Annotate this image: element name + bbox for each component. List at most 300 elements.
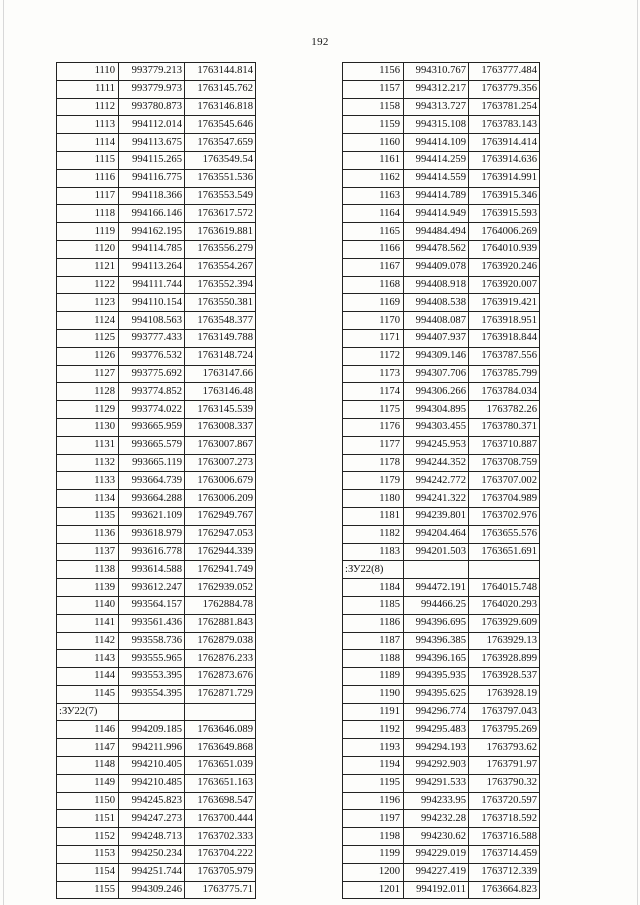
x-coordinate-cell: 994250.234 xyxy=(119,846,185,864)
y-coordinate-cell: 1763918.951 xyxy=(469,312,540,330)
table-row xyxy=(343,294,540,312)
y-coordinate-cell: 1763646.089 xyxy=(185,721,256,739)
y-coordinate-cell: 1762947.053 xyxy=(185,525,256,543)
y-coordinate-cell: 1763707.002 xyxy=(469,472,540,490)
point-number-cell: 1127 xyxy=(57,365,119,383)
table-row xyxy=(343,240,540,258)
x-coordinate-cell: 994210.485 xyxy=(119,774,185,792)
y-coordinate-cell: 1764010.939 xyxy=(469,240,540,258)
x-coordinate-cell: 994309.246 xyxy=(119,881,185,899)
table-row xyxy=(57,134,256,152)
x-coordinate-cell: 993664.739 xyxy=(119,472,185,490)
point-number-cell: 1153 xyxy=(57,846,119,864)
table-row xyxy=(57,507,256,525)
point-number-cell: 1154 xyxy=(57,863,119,881)
x-coordinate-cell: 994211.996 xyxy=(119,739,185,757)
x-coordinate-cell: 994310.767 xyxy=(404,63,469,81)
point-number-cell: 1114 xyxy=(57,134,119,152)
table-row xyxy=(343,507,540,525)
table-row xyxy=(57,187,256,205)
x-coordinate-cell: 994245.823 xyxy=(119,792,185,810)
table-row xyxy=(343,703,540,721)
point-number-cell: 1148 xyxy=(57,757,119,775)
y-coordinate-cell: 1763007.867 xyxy=(185,436,256,454)
table-row xyxy=(57,294,256,312)
y-coordinate-cell: 1763797.043 xyxy=(469,703,540,721)
table-row xyxy=(343,863,540,881)
x-coordinate-cell: 993561.436 xyxy=(119,614,185,632)
point-number-cell: 1192 xyxy=(343,721,404,739)
table-row xyxy=(57,276,256,294)
table-row xyxy=(343,739,540,757)
y-coordinate-cell: 1763782.26 xyxy=(469,401,540,419)
point-number-cell: 1137 xyxy=(57,543,119,561)
x-coordinate-cell: 993612.247 xyxy=(119,579,185,597)
table-row xyxy=(57,80,256,98)
x-coordinate-cell: 994192.011 xyxy=(404,881,469,899)
table-row xyxy=(57,436,256,454)
point-number-cell: 1118 xyxy=(57,205,119,223)
point-number-cell: 1199 xyxy=(343,846,404,864)
x-coordinate-cell: 993554.395 xyxy=(119,685,185,703)
table-row xyxy=(343,134,540,152)
y-coordinate-cell: 1763651.039 xyxy=(185,757,256,775)
table-row xyxy=(343,223,540,241)
y-coordinate-cell: 1763928.899 xyxy=(469,650,540,668)
table-row xyxy=(343,383,540,401)
y-coordinate-cell: 1763919.421 xyxy=(469,294,540,312)
point-number-cell: 1112 xyxy=(57,98,119,116)
y-coordinate-cell: 1763146.48 xyxy=(185,383,256,401)
x-coordinate-cell: 993665.959 xyxy=(119,418,185,436)
y-coordinate-cell: 1763655.576 xyxy=(469,525,540,543)
y-coordinate-cell: 1763551.536 xyxy=(185,169,256,187)
x-coordinate-cell: 994114.785 xyxy=(119,240,185,258)
y-coordinate-cell: 1763008.337 xyxy=(185,418,256,436)
point-number-cell: 1165 xyxy=(343,223,404,241)
x-coordinate-cell: 994414.789 xyxy=(404,187,469,205)
x-coordinate-cell: 994408.918 xyxy=(404,276,469,294)
point-number-cell: 1136 xyxy=(57,525,119,543)
table-row xyxy=(343,668,540,686)
page-number: 192 xyxy=(311,36,329,48)
point-number-cell: 1188 xyxy=(343,650,404,668)
table-row xyxy=(57,472,256,490)
x-coordinate-cell: 993621.109 xyxy=(119,507,185,525)
y-coordinate-cell: 1763006.679 xyxy=(185,472,256,490)
table-row xyxy=(57,329,256,347)
x-coordinate-cell: 993665.579 xyxy=(119,436,185,454)
y-coordinate-cell: 1763553.549 xyxy=(185,187,256,205)
x-coordinate-cell: 994241.322 xyxy=(404,490,469,508)
x-coordinate-cell: 994309.146 xyxy=(404,347,469,365)
point-number-cell: 1163 xyxy=(343,187,404,205)
x-coordinate-cell: 994248.713 xyxy=(119,828,185,846)
y-coordinate-cell: 1764006.269 xyxy=(469,223,540,241)
y-coordinate-cell: 1763617.572 xyxy=(185,205,256,223)
point-number-cell: 1130 xyxy=(57,418,119,436)
x-coordinate-cell: 994113.675 xyxy=(119,134,185,152)
x-coordinate-cell: 994466.25 xyxy=(404,596,469,614)
point-number-cell: 1186 xyxy=(343,614,404,632)
point-number-cell: 1193 xyxy=(343,739,404,757)
point-number-cell: 1139 xyxy=(57,579,119,597)
x-coordinate-cell: 994307.706 xyxy=(404,365,469,383)
point-number-cell: 1189 xyxy=(343,668,404,686)
x-coordinate-cell: 994396.385 xyxy=(404,632,469,650)
y-coordinate-cell: 1763712.339 xyxy=(469,863,540,881)
table-row xyxy=(343,418,540,436)
y-coordinate-cell: 1763651.691 xyxy=(469,543,540,561)
table-row xyxy=(343,774,540,792)
x-coordinate-cell: 994112.014 xyxy=(119,116,185,134)
x-coordinate-cell: 994115.265 xyxy=(119,151,185,169)
table-row xyxy=(343,792,540,810)
y-coordinate-cell: 1763147.66 xyxy=(185,365,256,383)
x-coordinate-cell: 994306.266 xyxy=(404,383,469,401)
y-coordinate-cell: 1763702.976 xyxy=(469,507,540,525)
x-coordinate-cell: 993614.588 xyxy=(119,561,185,579)
y-coordinate-cell: 1763791.97 xyxy=(469,757,540,775)
point-number-cell: 1110 xyxy=(57,63,119,81)
point-number-cell: 1173 xyxy=(343,365,404,383)
x-coordinate-cell: 993555.965 xyxy=(119,650,185,668)
y-coordinate-cell: 1763928.537 xyxy=(469,668,540,686)
right-table-body xyxy=(343,63,540,899)
y-coordinate-cell: 1763775.71 xyxy=(185,881,256,899)
point-number-cell: 1124 xyxy=(57,312,119,330)
x-coordinate-cell: 993664.288 xyxy=(119,490,185,508)
point-number-cell: 1116 xyxy=(57,169,119,187)
y-coordinate-cell: 1763149.788 xyxy=(185,329,256,347)
table-row xyxy=(343,490,540,508)
x-coordinate-cell: 994312.217 xyxy=(404,80,469,98)
point-number-cell: 1142 xyxy=(57,632,119,650)
x-coordinate-cell: 994408.538 xyxy=(404,294,469,312)
table-row xyxy=(343,685,540,703)
y-coordinate-cell: 1763929.13 xyxy=(469,632,540,650)
section-header-row xyxy=(343,561,540,579)
x-coordinate-cell: 994118.366 xyxy=(119,187,185,205)
y-coordinate-cell: 1763915.346 xyxy=(469,187,540,205)
table-row xyxy=(343,80,540,98)
point-number-cell: 1159 xyxy=(343,116,404,134)
x-coordinate-cell: 994116.775 xyxy=(119,169,185,187)
point-number-cell: 1111 xyxy=(57,80,119,98)
x-coordinate-cell: 994245.953 xyxy=(404,436,469,454)
table-row xyxy=(57,774,256,792)
x-coordinate-cell: 994111.744 xyxy=(119,276,185,294)
point-number-cell: 1132 xyxy=(57,454,119,472)
table-row xyxy=(57,632,256,650)
empty-cell xyxy=(119,703,185,721)
table-row xyxy=(57,828,256,846)
section-label: :ЗУ22(8) xyxy=(343,561,404,579)
y-coordinate-cell: 1762881.843 xyxy=(185,614,256,632)
table-row xyxy=(57,614,256,632)
empty-cell xyxy=(469,561,540,579)
table-row xyxy=(57,63,256,81)
point-number-cell: 1123 xyxy=(57,294,119,312)
y-coordinate-cell: 1763928.19 xyxy=(469,685,540,703)
x-coordinate-cell: 994315.108 xyxy=(404,116,469,134)
point-number-cell: 1191 xyxy=(343,703,404,721)
x-coordinate-cell: 994229.019 xyxy=(404,846,469,864)
table-row xyxy=(343,258,540,276)
table-row xyxy=(343,525,540,543)
table-row xyxy=(343,329,540,347)
point-number-cell: 1158 xyxy=(343,98,404,116)
table-row xyxy=(57,454,256,472)
y-coordinate-cell: 1763651.163 xyxy=(185,774,256,792)
point-number-cell: 1131 xyxy=(57,436,119,454)
table-row xyxy=(343,472,540,490)
x-coordinate-cell: 994210.405 xyxy=(119,757,185,775)
point-number-cell: 1200 xyxy=(343,863,404,881)
y-coordinate-cell: 1763548.377 xyxy=(185,312,256,330)
y-coordinate-cell: 1763918.844 xyxy=(469,329,540,347)
point-number-cell: 1140 xyxy=(57,596,119,614)
x-coordinate-cell: 993777.433 xyxy=(119,329,185,347)
x-coordinate-cell: 994409.078 xyxy=(404,258,469,276)
y-coordinate-cell: 1763145.762 xyxy=(185,80,256,98)
table-row xyxy=(57,312,256,330)
y-coordinate-cell: 1762879.038 xyxy=(185,632,256,650)
y-coordinate-cell: 1763914.414 xyxy=(469,134,540,152)
y-coordinate-cell: 1762873.676 xyxy=(185,668,256,686)
table-row xyxy=(57,579,256,597)
y-coordinate-cell: 1763148.724 xyxy=(185,347,256,365)
x-coordinate-cell: 993665.119 xyxy=(119,454,185,472)
x-coordinate-cell: 994408.087 xyxy=(404,312,469,330)
y-coordinate-cell: 1763145.539 xyxy=(185,401,256,419)
table-row xyxy=(343,810,540,828)
point-number-cell: 1178 xyxy=(343,454,404,472)
table-row xyxy=(57,739,256,757)
table-row xyxy=(343,401,540,419)
table-row xyxy=(343,365,540,383)
point-number-cell: 1201 xyxy=(343,881,404,899)
y-coordinate-cell: 1763705.979 xyxy=(185,863,256,881)
y-coordinate-cell: 1764020.293 xyxy=(469,596,540,614)
table-row xyxy=(57,543,256,561)
point-number-cell: 1126 xyxy=(57,347,119,365)
point-number-cell: 1157 xyxy=(343,80,404,98)
x-coordinate-cell: 994108.563 xyxy=(119,312,185,330)
point-number-cell: 1134 xyxy=(57,490,119,508)
table-row xyxy=(343,116,540,134)
point-number-cell: 1174 xyxy=(343,383,404,401)
point-number-cell: 1129 xyxy=(57,401,119,419)
table-row xyxy=(57,792,256,810)
y-coordinate-cell: 1763006.209 xyxy=(185,490,256,508)
x-coordinate-cell: 993779.213 xyxy=(119,63,185,81)
y-coordinate-cell: 1763781.254 xyxy=(469,98,540,116)
x-coordinate-cell: 994230.62 xyxy=(404,828,469,846)
x-coordinate-cell: 993775.692 xyxy=(119,365,185,383)
point-number-cell: 1181 xyxy=(343,507,404,525)
point-number-cell: 1175 xyxy=(343,401,404,419)
y-coordinate-cell: 1763547.659 xyxy=(185,134,256,152)
x-coordinate-cell: 994113.264 xyxy=(119,258,185,276)
table-row xyxy=(57,347,256,365)
table-row xyxy=(57,223,256,241)
y-coordinate-cell: 1763549.54 xyxy=(185,151,256,169)
point-number-cell: 1122 xyxy=(57,276,119,294)
x-coordinate-cell: 993774.022 xyxy=(119,401,185,419)
table-row xyxy=(57,863,256,881)
table-row xyxy=(343,828,540,846)
table-row xyxy=(343,98,540,116)
y-coordinate-cell: 1763720.597 xyxy=(469,792,540,810)
table-row xyxy=(57,757,256,775)
table-row xyxy=(343,63,540,81)
point-number-cell: 1177 xyxy=(343,436,404,454)
point-number-cell: 1166 xyxy=(343,240,404,258)
table-row xyxy=(57,881,256,899)
y-coordinate-cell: 1763556.279 xyxy=(185,240,256,258)
section-header-row xyxy=(57,703,256,721)
y-coordinate-cell: 1763700.444 xyxy=(185,810,256,828)
x-coordinate-cell: 994414.559 xyxy=(404,169,469,187)
table-row xyxy=(343,846,540,864)
y-coordinate-cell: 1762941.749 xyxy=(185,561,256,579)
empty-cell xyxy=(404,561,469,579)
left-table-body xyxy=(57,63,256,899)
point-number-cell: 1176 xyxy=(343,418,404,436)
point-number-cell: 1182 xyxy=(343,525,404,543)
y-coordinate-cell: 1763777.484 xyxy=(469,63,540,81)
point-number-cell: 1146 xyxy=(57,721,119,739)
y-coordinate-cell: 1763915.593 xyxy=(469,205,540,223)
table-row xyxy=(343,632,540,650)
y-coordinate-cell: 1763920.246 xyxy=(469,258,540,276)
table-row xyxy=(57,151,256,169)
point-number-cell: 1121 xyxy=(57,258,119,276)
table-row xyxy=(57,365,256,383)
y-coordinate-cell: 1763664.823 xyxy=(469,881,540,899)
point-number-cell: 1198 xyxy=(343,828,404,846)
table-row xyxy=(57,668,256,686)
table-row xyxy=(343,347,540,365)
point-number-cell: 1135 xyxy=(57,507,119,525)
y-coordinate-cell: 1763545.646 xyxy=(185,116,256,134)
point-number-cell: 1156 xyxy=(343,63,404,81)
y-coordinate-cell: 1762944.339 xyxy=(185,543,256,561)
y-coordinate-cell: 1763787.556 xyxy=(469,347,540,365)
y-coordinate-cell: 1763552.394 xyxy=(185,276,256,294)
y-coordinate-cell: 1763914.636 xyxy=(469,151,540,169)
y-coordinate-cell: 1763710.887 xyxy=(469,436,540,454)
y-coordinate-cell: 1763914.991 xyxy=(469,169,540,187)
x-coordinate-cell: 994291.533 xyxy=(404,774,469,792)
y-coordinate-cell: 1763780.371 xyxy=(469,418,540,436)
table-row xyxy=(343,757,540,775)
table-row xyxy=(57,116,256,134)
y-coordinate-cell: 1763718.592 xyxy=(469,810,540,828)
y-coordinate-cell: 1763920.007 xyxy=(469,276,540,294)
table-row xyxy=(57,810,256,828)
point-number-cell: 1119 xyxy=(57,223,119,241)
table-row xyxy=(57,383,256,401)
point-number-cell: 1170 xyxy=(343,312,404,330)
x-coordinate-cell: 994414.259 xyxy=(404,151,469,169)
x-coordinate-cell: 994484.494 xyxy=(404,223,469,241)
table-row xyxy=(57,169,256,187)
y-coordinate-cell: 1763704.989 xyxy=(469,490,540,508)
point-number-cell: 1145 xyxy=(57,685,119,703)
y-coordinate-cell: 1763784.034 xyxy=(469,383,540,401)
table-row xyxy=(343,205,540,223)
point-number-cell: 1115 xyxy=(57,151,119,169)
x-coordinate-cell: 994244.352 xyxy=(404,454,469,472)
x-coordinate-cell: 994242.772 xyxy=(404,472,469,490)
y-coordinate-cell: 1763007.273 xyxy=(185,454,256,472)
table-row xyxy=(57,846,256,864)
x-coordinate-cell: 994295.483 xyxy=(404,721,469,739)
y-coordinate-cell: 1763790.32 xyxy=(469,774,540,792)
table-row xyxy=(57,561,256,579)
x-coordinate-cell: 993553.395 xyxy=(119,668,185,686)
point-number-cell: 1141 xyxy=(57,614,119,632)
table-row xyxy=(343,650,540,668)
x-coordinate-cell: 994201.503 xyxy=(404,543,469,561)
left-coordinate-table xyxy=(56,62,256,899)
x-coordinate-cell: 994407.937 xyxy=(404,329,469,347)
x-coordinate-cell: 993776.532 xyxy=(119,347,185,365)
point-number-cell: 1171 xyxy=(343,329,404,347)
table-row xyxy=(57,205,256,223)
point-number-cell: 1168 xyxy=(343,276,404,294)
x-coordinate-cell: 994396.695 xyxy=(404,614,469,632)
y-coordinate-cell: 1762876.233 xyxy=(185,650,256,668)
x-coordinate-cell: 993779.973 xyxy=(119,80,185,98)
point-number-cell: 1128 xyxy=(57,383,119,401)
point-number-cell: 1179 xyxy=(343,472,404,490)
x-coordinate-cell: 993564.157 xyxy=(119,596,185,614)
table-row xyxy=(57,685,256,703)
table-row xyxy=(57,418,256,436)
table-row xyxy=(343,276,540,294)
x-coordinate-cell: 994247.273 xyxy=(119,810,185,828)
table-row xyxy=(343,596,540,614)
y-coordinate-cell: 1762884.78 xyxy=(185,596,256,614)
y-coordinate-cell: 1763649.868 xyxy=(185,739,256,757)
y-coordinate-cell: 1763783.143 xyxy=(469,116,540,134)
table-row xyxy=(57,401,256,419)
point-number-cell: 1117 xyxy=(57,187,119,205)
x-coordinate-cell: 994292.903 xyxy=(404,757,469,775)
point-number-cell: 1113 xyxy=(57,116,119,134)
y-coordinate-cell: 1763704.222 xyxy=(185,846,256,864)
y-coordinate-cell: 1762949.767 xyxy=(185,507,256,525)
x-coordinate-cell: 994472.191 xyxy=(404,579,469,597)
y-coordinate-cell: 1764015.748 xyxy=(469,579,540,597)
point-number-cell: 1143 xyxy=(57,650,119,668)
point-number-cell: 1185 xyxy=(343,596,404,614)
y-coordinate-cell: 1763779.356 xyxy=(469,80,540,98)
point-number-cell: 1196 xyxy=(343,792,404,810)
table-row xyxy=(343,187,540,205)
table-row xyxy=(343,454,540,472)
point-number-cell: 1164 xyxy=(343,205,404,223)
y-coordinate-cell: 1763785.799 xyxy=(469,365,540,383)
table-row xyxy=(57,98,256,116)
table-row xyxy=(57,490,256,508)
x-coordinate-cell: 994304.895 xyxy=(404,401,469,419)
x-coordinate-cell: 993618.979 xyxy=(119,525,185,543)
point-number-cell: 1195 xyxy=(343,774,404,792)
